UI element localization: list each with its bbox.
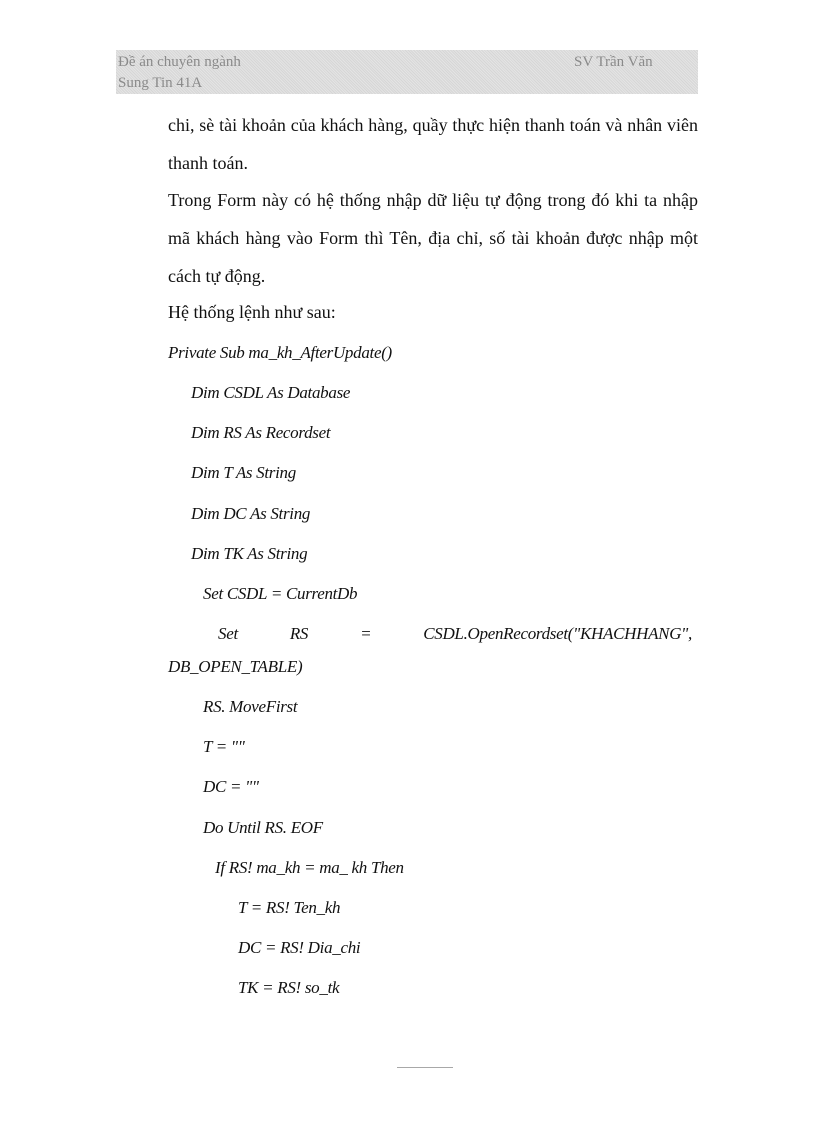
- page-header: [116, 50, 698, 94]
- code-set-csdl: Set CSDL = CurrentDb: [203, 584, 358, 603]
- code-tk-assign: TK = RS! so_tk: [238, 978, 340, 997]
- footer-divider: [397, 1067, 453, 1068]
- header-student-class: Sung Tin 41A: [118, 75, 203, 91]
- code-dim-tk: Dim TK As String: [191, 544, 308, 563]
- paragraph-form-description: Trong Form này có hệ thống nhập dữ liệu tự động trong đó khi ta nhập mã khách hàng vào Form thì Tên, địa chỉ, số tài khoản được nhập một cách tự động.: [168, 190, 698, 286]
- code-set-rs-continuation: DB_OPEN_TABLE): [168, 657, 303, 676]
- header-student-name: SV Trần Văn: [574, 54, 653, 70]
- code-sub-header: Private Sub ma_kh_AfterUpdate(): [168, 343, 392, 362]
- paragraph-intro: chi, sè tài khoản của khách hàng, quầy thực hiện thanh toán và nhân viên thanh toán.: [168, 115, 698, 173]
- code-dim-rs: Dim RS As Recordset: [191, 423, 331, 442]
- code-t-init: T = "": [203, 737, 245, 756]
- code-do-until: Do Until RS. EOF: [203, 818, 323, 837]
- code-t-assign: T = RS! Ten_kh: [238, 898, 341, 917]
- code-set-rs-variable: RS: [289, 624, 309, 643]
- code-if-line: If RS! ma_kh = ma_ kh Then: [215, 858, 404, 877]
- code-move-first: RS. MoveFirst: [203, 697, 298, 716]
- code-dim-csdl: Dim CSDL As Database: [191, 383, 351, 402]
- code-dc-init: DC = "": [203, 777, 259, 796]
- code-set-rs: [218, 624, 692, 644]
- paragraph-command-heading: Hệ thống lệnh như sau:: [168, 302, 336, 322]
- code-set-rs-keyword: Set: [218, 624, 238, 643]
- code-dim-dc: Dim DC As String: [191, 504, 311, 523]
- code-dc-assign: DC = RS! Dia_chi: [238, 938, 361, 957]
- code-set-rs-equals: =: [360, 624, 372, 643]
- header-course-title: Đề án chuyên ngành: [118, 54, 241, 70]
- code-set-rs-call: CSDL.OpenRecordset("KHACHHANG",: [423, 624, 692, 643]
- code-dim-t: Dim T As String: [191, 463, 296, 482]
